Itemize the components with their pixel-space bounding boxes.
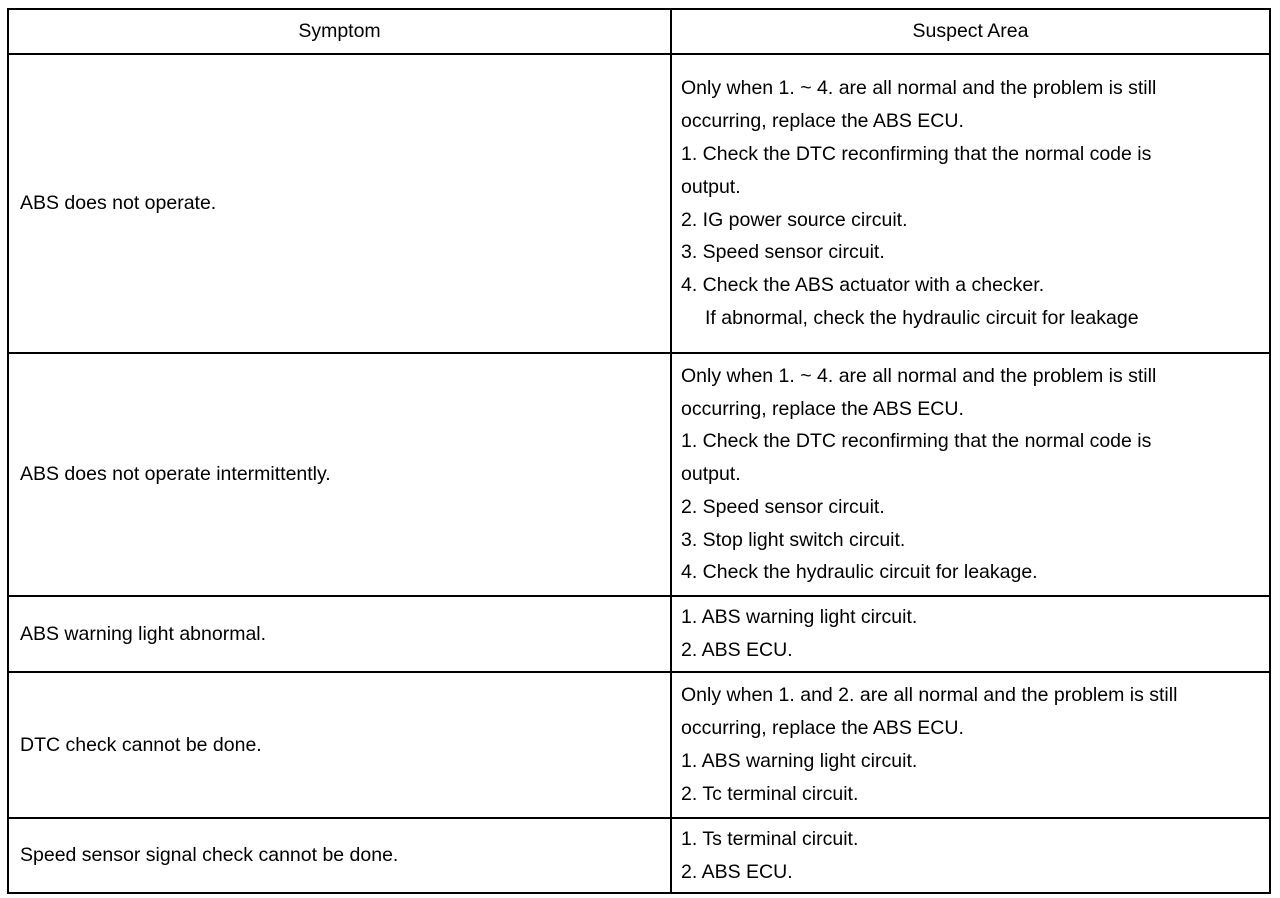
suspect-line: 2. IG power source circuit. — [681, 208, 908, 231]
suspect-line: Only when 1. ~ 4. are all normal and the problem is still — [681, 364, 1157, 387]
suspect-line: 2. ABS ECU. — [681, 860, 793, 883]
suspect-area-cell — [671, 672, 1270, 818]
suspect-line: output. — [681, 463, 741, 486]
suspect-area-cell — [671, 818, 1270, 893]
suspect-area-cell — [671, 54, 1270, 353]
suspect-line: 1. ABS warning light circuit. — [681, 750, 918, 772]
header-suspect-area: Suspect Area — [671, 9, 1270, 54]
suspect-line: output. — [681, 175, 741, 198]
table-row — [8, 353, 1270, 596]
header-symptom: Symptom — [8, 9, 671, 54]
suspect-line: 2. Speed sensor circuit. — [681, 495, 885, 518]
symptom-cell: ABS warning light abnormal. — [8, 596, 671, 672]
suspect-line: 1. ABS warning light circuit. — [681, 606, 918, 629]
suspect-line: 1. Check the DTC reconfirming that the normal code is — [681, 142, 1152, 165]
symptom-table — [7, 8, 1271, 894]
suspect-line: If abnormal, check the hydraulic circuit for leakage — [705, 306, 1139, 329]
header-row — [8, 9, 1270, 54]
table-row — [8, 54, 1270, 353]
symptom-cell: ABS does not operate. — [8, 54, 671, 353]
symptom-cell: DTC check cannot be done. — [8, 672, 671, 818]
suspect-line: 1. Check the DTC reconfirming that the normal code is — [681, 430, 1152, 453]
suspect-line: 4. Check the hydraulic circuit for leakage. — [681, 561, 1038, 584]
table-row — [8, 672, 1270, 818]
suspect-line: occurring, replace the ABS ECU. — [681, 110, 964, 133]
suspect-line: Only when 1. and 2. are all normal and the problem is still — [681, 684, 1178, 707]
symptom-cell: ABS does not operate intermittently. — [8, 353, 671, 596]
suspect-line: 2. Tc terminal circuit. — [681, 782, 859, 805]
suspect-line: 2. ABS ECU. — [681, 639, 793, 661]
table-row — [8, 818, 1270, 893]
suspect-line: occurring, replace the ABS ECU. — [681, 717, 964, 740]
suspect-line: 4. Check the ABS actuator with a checker. — [681, 274, 1045, 297]
table-row — [8, 596, 1270, 672]
suspect-line: occurring, replace the ABS ECU. — [681, 397, 964, 420]
suspect-line: 3. Stop light switch circuit. — [681, 528, 906, 551]
symptom-cell: Speed sensor signal check cannot be done. — [8, 818, 671, 893]
suspect-line: 3. Speed sensor circuit. — [681, 241, 885, 264]
suspect-line: Only when 1. ~ 4. are all normal and the problem is still — [681, 77, 1157, 100]
suspect-area-cell — [671, 353, 1270, 596]
suspect-line: 1. Ts terminal circuit. — [681, 827, 859, 850]
suspect-area-cell — [671, 596, 1270, 672]
